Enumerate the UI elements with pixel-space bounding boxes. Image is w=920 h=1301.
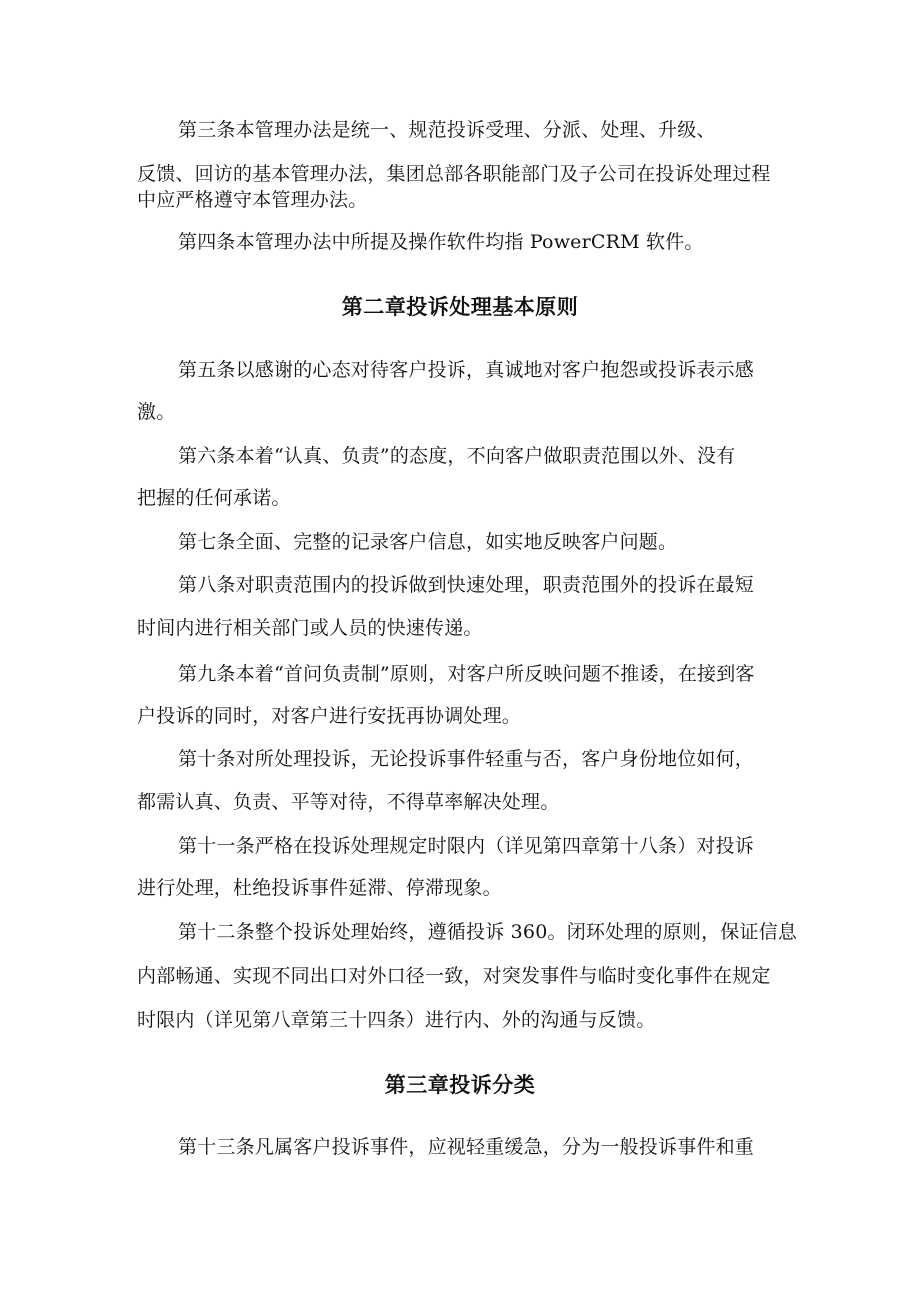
article-10-line-1: 第十条对所处理投诉，无论投诉事件轻重与否，客户身份地位如何， — [178, 748, 755, 770]
article-6-line-1: 第六条本着“认真、负责”的态度，不向客户做职责范围以外、没有 — [178, 445, 736, 467]
chapter-2-title: 第二章投诉处理基本原则 — [341, 295, 579, 319]
article-3-line-3: 中应严格遵守本管理办法。 — [137, 189, 368, 211]
article-8-line-1: 第八条对职责范围内的投诉做到快速处理，职责范围外的投诉在最短 — [178, 574, 755, 596]
article-7-line-1: 第七条全面、完整的记录客户信息，如实地反映客户问题。 — [178, 531, 678, 553]
article-12-line-3: 时限内（详见第八章第三十四条）进行内、外的沟通与反馈。 — [137, 1009, 656, 1031]
article-12-line-1: 第十二条整个投诉处理始终，遵循投诉 360。闭环处理的原则，保证信息 — [178, 921, 798, 943]
article-3-line-2: 反馈、回访的基本管理办法，集团总部各职能部门及子公司在投诉处理过程 — [137, 163, 771, 185]
article-13-line-1: 第十三条凡属客户投诉事件，应视轻重缓急，分为一般投诉事件和重 — [178, 1136, 755, 1158]
chapter-3-title: 第三章投诉分类 — [384, 1073, 536, 1097]
article-12-line-2: 内部畅通、实现不同出口对外口径一致，对突发事件与临时变化事件在规定 — [137, 965, 771, 987]
article-3-line-1: 第三条本管理办法是统一、规范投诉受理、分派、处理、升级、 — [178, 119, 716, 141]
article-6-line-2: 把握的任何承诺。 — [137, 487, 291, 509]
article-9-line-2: 户投诉的同时，对客户进行安抚再协调处理。 — [137, 705, 522, 727]
article-11-line-2: 进行处理，杜绝投诉事件延滞、停滞现象。 — [137, 877, 502, 899]
article-9-line-1: 第九条本着“首问负责制”原则，对客户所反映问题不推诿，在接到客 — [178, 663, 755, 685]
article-5-line-1: 第五条以感谢的心态对待客户投诉，真诚地对客户抱怨或投诉表示感 — [178, 359, 755, 381]
article-11-line-1: 第十一条严格在投诉处理规定时限内（详见第四章第十八条）对投诉 — [178, 835, 755, 857]
article-4-line-1: 第四条本管理办法中所提及操作软件均指 PowerCRM 软件。 — [178, 231, 704, 253]
article-8-line-2: 时间内进行相关部门或人员的快速传递。 — [137, 617, 483, 639]
article-5-line-2: 激。 — [137, 401, 176, 423]
article-10-line-2: 都需认真、负责、平等对待，不得草率解决处理。 — [137, 791, 560, 813]
